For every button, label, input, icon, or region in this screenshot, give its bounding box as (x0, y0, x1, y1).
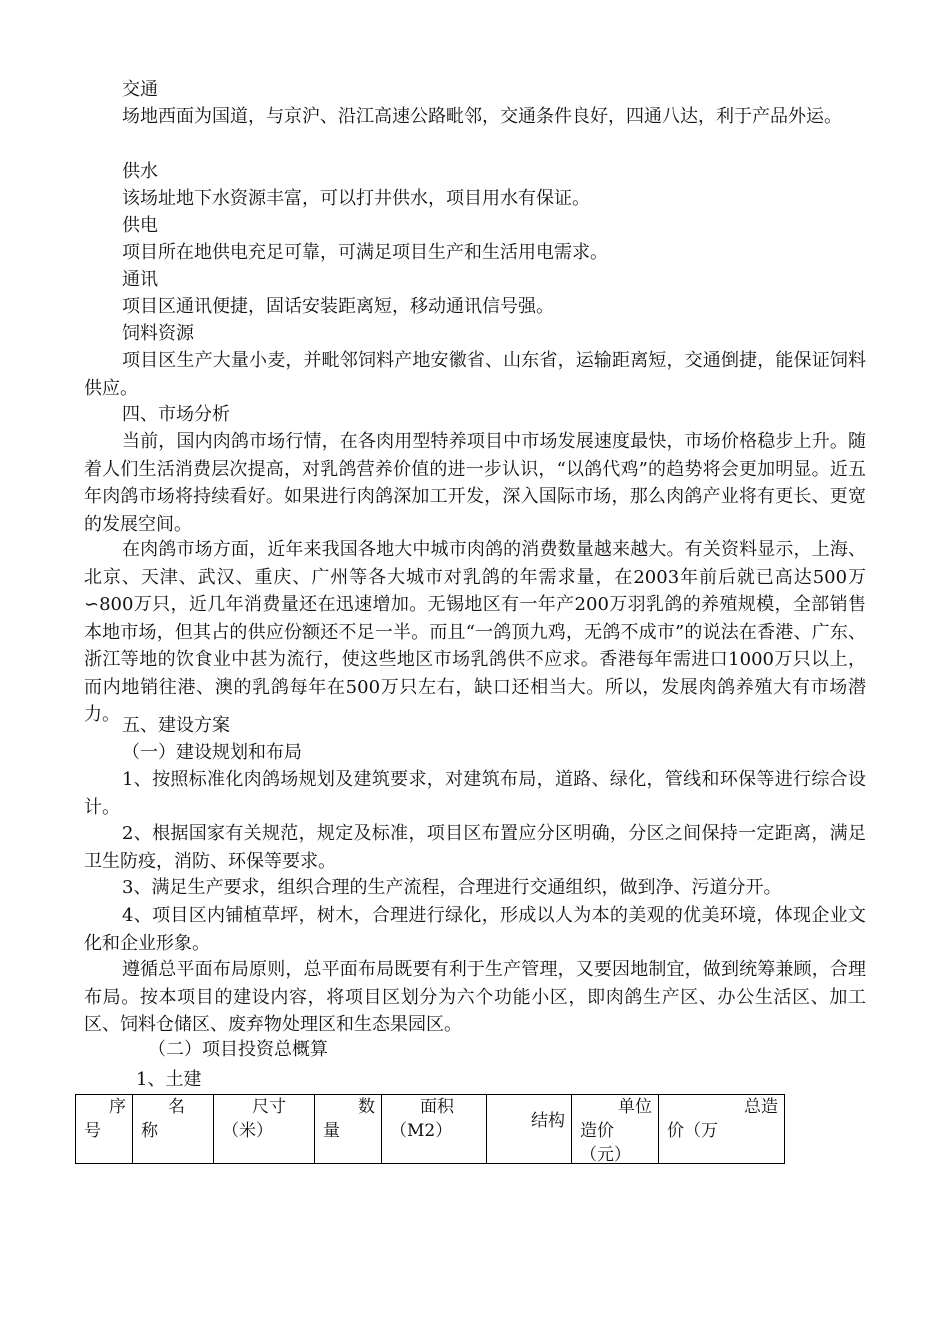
header-cell-size: 尺寸 （米） (214, 1095, 315, 1164)
subheading-civil: 1、土建 (136, 1069, 202, 1090)
heading-power: 供电 (122, 215, 158, 236)
header-cell-area: 面积 （M2） (382, 1095, 487, 1164)
heading-market: 四、市场分析 (122, 404, 230, 425)
paragraph-transport: 场地西面为国道，与京沪、沿江高速公路毗邻，交通条件良好，四通八达，利于产品外运。 (122, 106, 842, 127)
subheading-layout: （一）建设规划和布局 (122, 742, 302, 763)
paragraph-market-1: 当前，国内肉鸽市场行情，在各肉用型特养项目中市场发展速度最快，市场价格稳步上升。随着人们生活消费层次提高，对乳鸽营养价值的进一步认识，“以鸽代鸡”的趋势将会更加明显。近五年肉鸽市场将持续看好。如果进行肉鸽深加工开发，深入国际市场，那么肉鸽产业将有更长、更宽的发展空间。 (84, 431, 866, 535)
heading-water: 供水 (122, 161, 158, 182)
header-cell-unit-cost: 单位 造价 （元） (572, 1095, 659, 1164)
paragraph-telecom: 项目区通讯便捷，固话安装距离短，移动通讯信号强。 (122, 296, 554, 317)
header-cell-no: 序 号 (76, 1095, 133, 1164)
paragraph-layout-summary: 遵循总平面布局原则，总平面布局既要有利于生产管理，又要因地制宜，做到统筹兼顾，合理布局。按本项目的建设内容，将项目区划分为六个功能小区，即肉鸽生产区、办公生活区、加工区、饲料仓储区、废弃物处理区和生态果园区。 (84, 959, 866, 1035)
header-cell-total-cost: 总造 价（万 (659, 1095, 785, 1164)
heading-telecom: 通讯 (122, 269, 158, 290)
paragraph-power: 项目所在地供电充足可靠，可满足项目生产和生活用电需求。 (122, 242, 608, 263)
plan-item-1: 1、按照标准化肉鸽场规划及建筑要求，对建筑布局，道路、绿化，管线和环保等进行综合设计。 (84, 769, 866, 818)
header-cell-name: 名 称 (133, 1095, 214, 1164)
plan-item-4: 4、项目区内铺植草坪，树木，合理进行绿化，形成以人为本的美观的优美环境，体现企业文化和企业形象。 (84, 905, 866, 954)
header-cell-quantity: 数 量 (315, 1095, 382, 1164)
civil-cost-table (75, 1094, 785, 1164)
subheading-investment: （二）项目投资总概算 (148, 1039, 328, 1060)
header-cell-structure: 结构 (487, 1095, 572, 1164)
paragraph-feed: 项目区生产大量小麦，并毗邻饲料产地安徽省、山东省，运输距离短，交通倒捷，能保证饲料供应。 (84, 350, 866, 399)
heading-transport: 交通 (122, 79, 158, 100)
plan-item-3: 3、满足生产要求，组织合理的生产流程，合理进行交通组织，做到净、污道分开。 (122, 877, 782, 898)
plan-item-2: 2、根据国家有关规范，规定及标准，项目区布置应分区明确，分区之间保持一定距离，满足卫生防疫，消防、环保等要求。 (84, 823, 866, 872)
heading-plan: 五、建设方案 (122, 715, 230, 736)
paragraph-water: 该场址地下水资源丰富，可以打井供水，项目用水有保证。 (122, 188, 590, 209)
heading-feed: 饲料资源 (122, 323, 194, 344)
table-header-row (76, 1095, 785, 1164)
paragraph-market-2: 在肉鸽市场方面，近年来我国各地大中城市肉鸽的消费数量越来越大。有关资料显示，上海、北京、天津、武汉、重庆、广州等各大城市对乳鸽的年需求量，在2003年前后就已高达500万∽800万只，近几年消费量还在迅速增加。无锡地区有一年产200万羽乳鸽的养殖规模，全部销售本地市场，但其占的供应份额还不足一半。而且“一鸽顶九鸡，无鸽不成市”的说法在香港、广东、浙江等地的饮食业中甚为流行，使这些地区市场乳鸽供不应求。香港每年需进口1000万只以上，而内地销往港、澳的乳鸽每年在500万只左右，缺口还相当大。所以，发展肉鸽养殖大有市场潜力。 (84, 539, 866, 725)
